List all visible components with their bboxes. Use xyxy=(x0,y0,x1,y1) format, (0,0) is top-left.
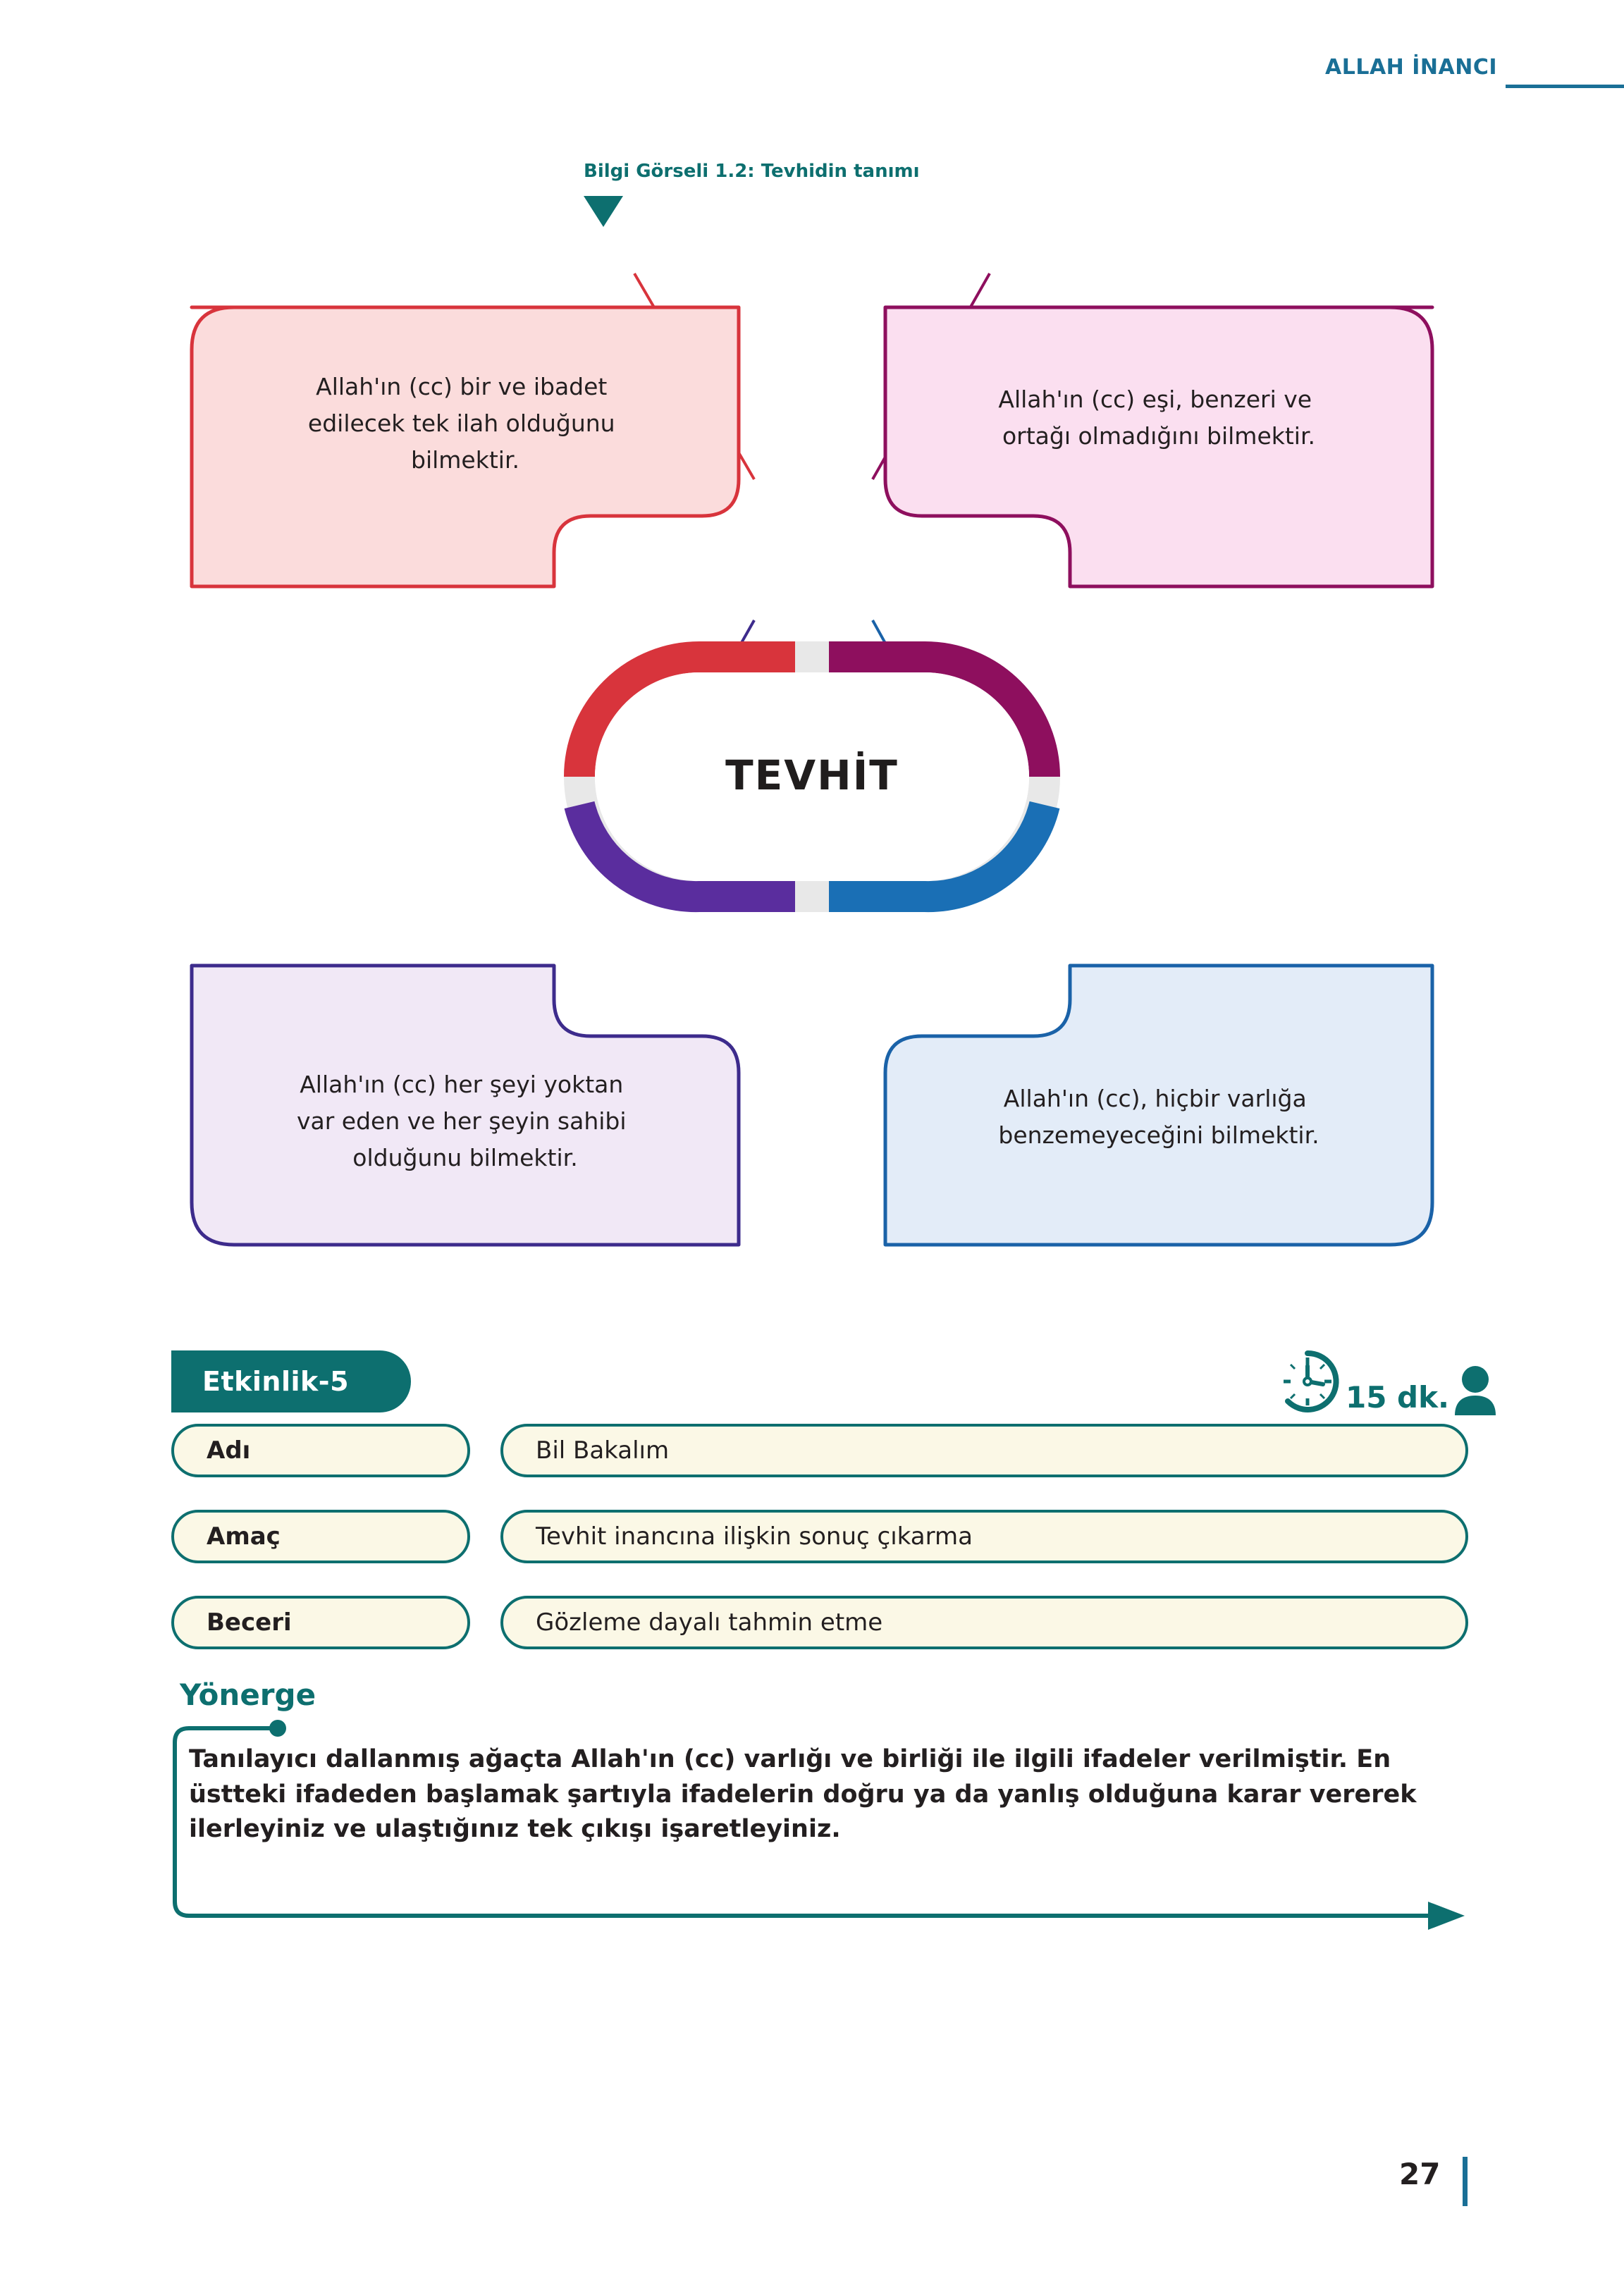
info-row-value xyxy=(500,1596,1468,1649)
info-row xyxy=(171,1510,1468,1563)
activity-block xyxy=(0,1339,1624,2086)
statement-text-top-left: Allah'ın (cc) bir ve ibadet edilecek tek ilah olduğunu bilmektir. xyxy=(307,373,615,474)
statement-text-top-right: Allah'ın (cc) eşi, benzeri ve ortağı olmadığını bilmektir. xyxy=(998,386,1316,450)
activity-meta xyxy=(1274,1341,1497,1418)
statement-text-bottom-left: Allah'ın (cc) her şeyi yoktan var eden ve her şeyin sahibi olduğunu bilmektir. xyxy=(296,1071,627,1171)
info-row-key xyxy=(171,1596,470,1649)
figure-caption: Bilgi Görseli 1.2: Tevhidin tanımı xyxy=(584,161,920,182)
info-row-key xyxy=(171,1510,470,1563)
page-number: 27 xyxy=(1399,2157,1441,2191)
info-row xyxy=(171,1596,1468,1649)
info-row-value xyxy=(500,1510,1468,1563)
statement-box-bottom-left-outline xyxy=(192,966,739,1245)
tevhit-capsule xyxy=(579,657,1045,897)
page-title: ALLAH İNANCI xyxy=(1325,55,1497,80)
duration-label: 15 dk. xyxy=(1345,1380,1449,1415)
person-icon xyxy=(1453,1365,1497,1418)
page-header xyxy=(1131,55,1624,97)
arrow-right-icon xyxy=(1428,1902,1465,1930)
activity-badge-label: Etkinlik-5 xyxy=(202,1366,350,1397)
info-key-label: Beceri xyxy=(207,1608,292,1637)
triangle-down-icon xyxy=(584,196,623,227)
statement-text-bottom-right: Allah'ın (cc), hiçbir varlığa benzemeyeceğini bilmektir. xyxy=(998,1085,1320,1149)
footer-bar xyxy=(1463,2157,1468,2206)
info-row-key xyxy=(171,1424,470,1477)
info-value-label: Tevhit inancına ilişkin sonuç çıkarma xyxy=(536,1522,973,1551)
info-key-label: Adı xyxy=(207,1436,251,1465)
instruction-title: Yönerge xyxy=(180,1678,316,1712)
instruction-text: Tanılayıcı dallanmış ağaçta Allah'ın (cc) varlığı ve birliği ile ilgili ifadeler verilmiştir. En üstteki ifadeden başlamak şartıyla ifadelerin doğru ya da yanlış olduğuna karar vererek ilerleyiniz ve ulaştığınız tek çıkışı işaretleyiniz. xyxy=(189,1745,1417,1844)
clock-icon xyxy=(1274,1348,1341,1418)
info-value-label: Bil Bakalım xyxy=(536,1436,670,1465)
capsule-label: TEVHİT xyxy=(725,751,899,799)
info-row xyxy=(171,1424,1468,1477)
info-value-label: Gözleme dayalı tahmin etme xyxy=(536,1608,883,1637)
info-row-value xyxy=(500,1424,1468,1477)
instruction-dot xyxy=(269,1720,286,1737)
tevhit-diagram xyxy=(0,268,1624,1325)
activity-badge xyxy=(171,1350,411,1412)
info-key-label: Amaç xyxy=(207,1522,281,1551)
header-rule xyxy=(1506,85,1624,88)
